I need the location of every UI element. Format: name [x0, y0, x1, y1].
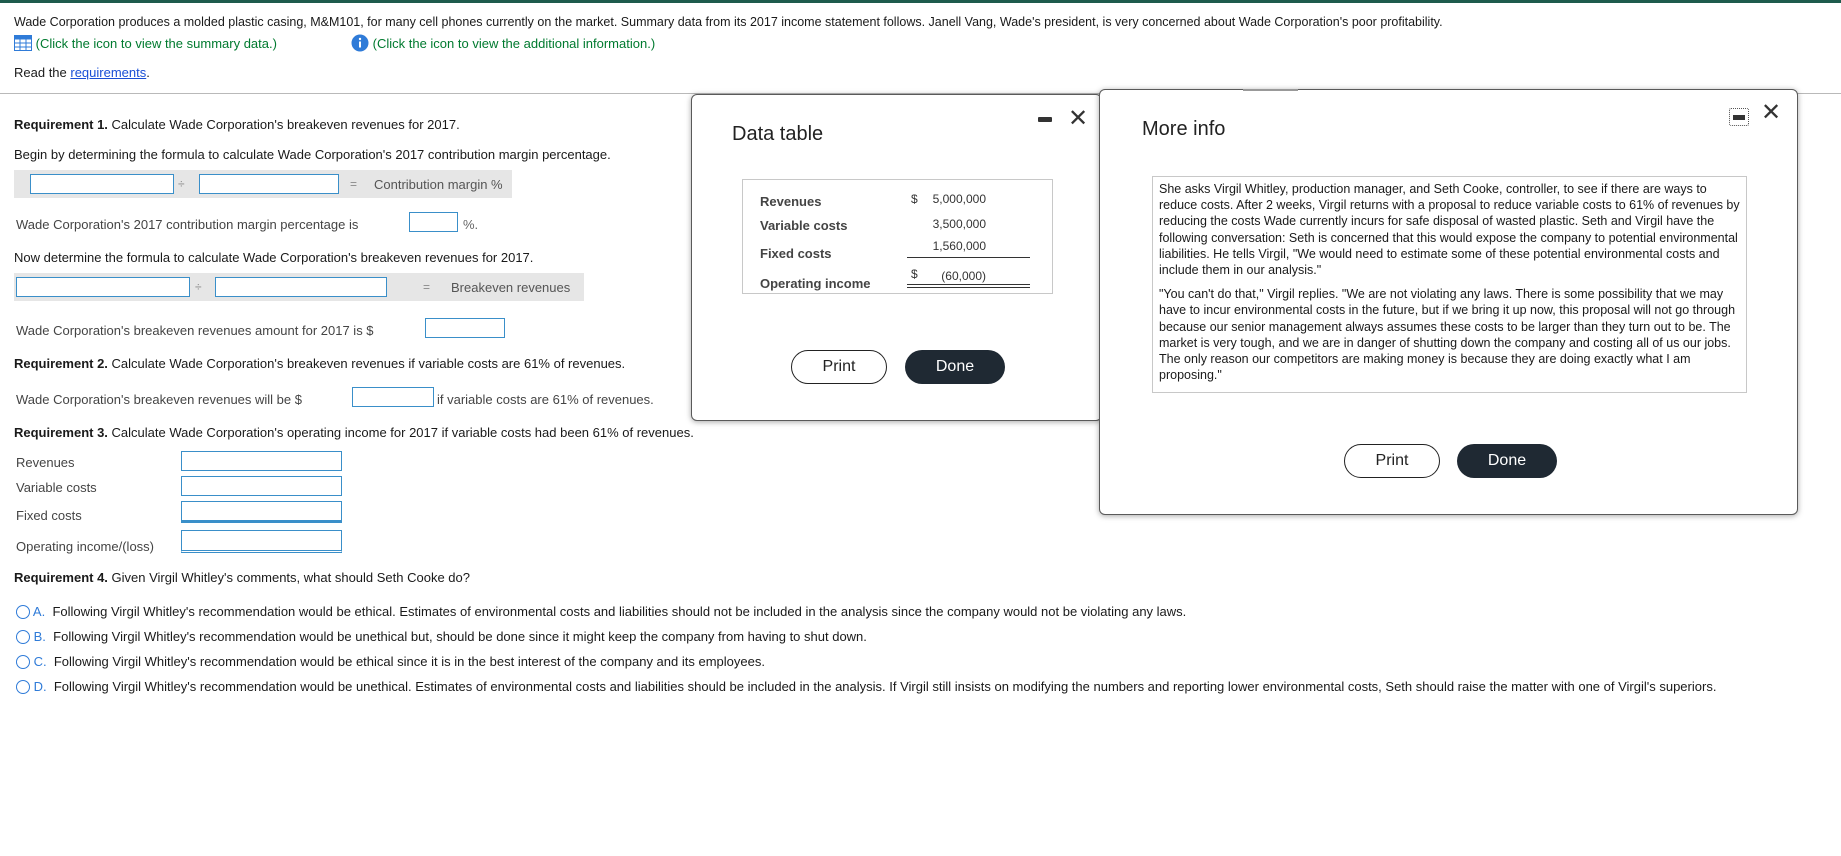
option-d-letter: D.: [33, 679, 47, 694]
data-table: [742, 179, 1053, 294]
req3-heading: [14, 425, 694, 440]
table-icon: [14, 35, 32, 51]
drag-handle[interactable]: [1243, 89, 1298, 91]
req4-text: Given Virgil Whitley's comments, what should Seth Cooke do?: [107, 570, 470, 585]
subtotal-rule: [907, 257, 1030, 258]
dt-label-revenues: Revenues: [760, 194, 822, 209]
option-b-text: Following Virgil Whitley's recommendation would be unethical but, should be done since it might keep the company from having to shut down.: [53, 629, 867, 644]
read-requirements-line: [14, 65, 150, 80]
cm-percentage-input[interactable]: [409, 212, 458, 232]
percent-sign: %.: [463, 217, 479, 232]
dt-label-fixed-costs: Fixed costs: [760, 246, 832, 261]
req1-label: Requirement 1.: [14, 117, 108, 132]
req3-row-revenues-label: Revenues: [16, 455, 75, 470]
be-result-label: Breakeven revenues: [451, 280, 571, 295]
req3-fixed-input[interactable]: [181, 501, 342, 523]
cm-result-label: Contribution margin %: [374, 177, 503, 192]
read-prefix: Read the: [14, 65, 71, 80]
req3-row-opinc-label: Operating income/(loss): [16, 539, 154, 554]
data-table-modal: [691, 94, 1102, 421]
req2-label: Requirement 2.: [14, 356, 108, 371]
dt-value-revenues: 5,000,000: [932, 192, 986, 206]
option-c-text: Following Virgil Whitley's recommendation would be ethical since it is in the best interest of the company and its employees.: [53, 654, 765, 669]
divide-sign-2: ÷: [195, 280, 202, 294]
req3-text: Calculate Wade Corporation's operating income for 2017 if variable costs had been 61% of revenues.: [107, 425, 694, 440]
more-info-modal: [1099, 89, 1798, 515]
radio-b[interactable]: [16, 630, 30, 644]
req2-breakeven-input[interactable]: [352, 387, 434, 407]
req2-sentence: Wade Corporation's breakeven revenues will be $: [16, 392, 302, 407]
additional-info-link-text: (Click the icon to view the additional information.): [372, 36, 656, 51]
more-info-paragraph-1: She asks Virgil Whitley, production manager, and Seth Cooke, controller, to see if there are ways to reduce costs. After 2 weeks, Virgil returns with a proposal to reduce variable costs to 61% of revenues by reducing the costs Wade currently incurs for safe disposal of wasted plastic. Seth and Virgil have the following conversation: Seth is concerned that this would expose the company to potential environmental liabilities. He tells Virgil, "We would need to estimate some of these potential environmental costs and include them in our analysis.": [1159, 182, 1740, 278]
req3-row-variable-label: Variable costs: [16, 480, 97, 495]
summary-data-link[interactable]: [14, 35, 277, 51]
close-icon[interactable]: ✕: [1068, 105, 1089, 132]
close-icon[interactable]: ✕: [1761, 99, 1782, 126]
equals-sign-2: =: [423, 280, 431, 294]
dt-currency-revenues: $: [911, 192, 918, 206]
radio-d[interactable]: [16, 680, 30, 694]
req1-step1: Begin by determining the formula to calculate Wade Corporation's 2017 contribution margin percentage.: [14, 147, 611, 162]
option-b-letter: B.: [33, 629, 46, 644]
data-table-done-button[interactable]: Done: [905, 350, 1005, 384]
intro-text: Wade Corporation produces a molded plastic casing, M&M101, for many cell phones currently on the market. Summary data from its 2017 income statement follows. Janell Vang, Wade's president, is very concerned about Wade Corporation's poor profitability.: [14, 15, 1443, 29]
info-icon: [351, 34, 369, 52]
req1-step2: Now determine the formula to calculate Wade Corporation's breakeven revenues for 2017.: [14, 250, 534, 265]
summary-data-link-text: (Click the icon to view the summary data.): [35, 36, 277, 51]
req3-opinc-input[interactable]: [181, 530, 342, 553]
req2-text: Calculate Wade Corporation's breakeven revenues if variable costs are 61% of revenues.: [107, 356, 626, 371]
option-a[interactable]: [16, 604, 1186, 619]
equals-sign: =: [350, 177, 358, 191]
option-a-text: Following Virgil Whitley's recommendation would be ethical. Estimates of environmental costs and liabilities should not be included in the analysis since the company would not be violating any laws.: [52, 604, 1187, 619]
cm-denominator-input[interactable]: [199, 174, 339, 194]
radio-a[interactable]: [16, 605, 30, 619]
req3-revenues-input[interactable]: [181, 451, 342, 471]
more-info-print-button[interactable]: Print: [1344, 444, 1440, 478]
option-c-letter: C.: [33, 654, 47, 669]
option-d-text: Following Virgil Whitley's recommendation would be unethical. Estimates of environmental costs and liabilities should be included in the analysis. If Virgil still insists on modifying the numbers and reporting lower environmental costs, Seth should raise the matter with one of Virgil's superiors.: [53, 679, 1717, 694]
total-double-rule: [907, 284, 1030, 288]
be-sentence: Wade Corporation's breakeven revenues amount for 2017 is $: [16, 323, 374, 338]
req3-label: Requirement 3.: [14, 425, 108, 440]
dt-label-variable-costs: Variable costs: [760, 218, 848, 233]
dt-value-fixed-costs: 1,560,000: [932, 239, 986, 253]
radio-c[interactable]: [16, 655, 30, 669]
be-amount-input[interactable]: [425, 318, 505, 338]
be-numerator-input[interactable]: [16, 277, 190, 297]
cm-sentence: Wade Corporation's 2017 contribution margin percentage is: [16, 217, 359, 232]
req3-variable-input[interactable]: [181, 476, 342, 496]
requirements-link[interactable]: requirements: [70, 65, 147, 80]
divide-sign: ÷: [178, 177, 185, 191]
option-a-letter: A.: [32, 604, 46, 619]
more-info-paragraph-2: "You can't do that," Virgil replies. "We are not violating any laws. There is some possibility that we may have to incur environmental costs in the future, but if we bring it up now, this proposal will not go through because our senior management always assumes these costs to be larger than they turn out to be. The market is very tough, and we are in danger of shutting down the company and costing all of us our jobs. The only reason our competitors are making money is because they are doing exactly what I am proposing.": [1159, 287, 1736, 383]
dt-value-operating-income: (60,000): [941, 269, 986, 283]
data-table-print-button[interactable]: Print: [791, 350, 887, 384]
dt-currency-operating-income: $: [911, 267, 918, 281]
req4-label: Requirement 4.: [14, 570, 108, 585]
req1-heading: [14, 117, 460, 132]
breakeven-formula-row: [14, 273, 584, 301]
dt-value-variable-costs: 3,500,000: [932, 217, 986, 231]
read-suffix: .: [146, 65, 150, 80]
req3-row-fixed-label: Fixed costs: [16, 508, 82, 523]
more-info-done-button[interactable]: Done: [1457, 444, 1557, 478]
req2-suffix: if variable costs are 61% of revenues.: [437, 392, 654, 407]
additional-info-link[interactable]: [351, 34, 655, 52]
minimize-icon[interactable]: [1729, 108, 1749, 126]
more-info-title: More info: [1142, 118, 1226, 140]
data-table-title: Data table: [732, 123, 824, 145]
option-d[interactable]: [16, 679, 1716, 694]
dt-label-operating-income: Operating income: [760, 276, 871, 291]
req4-heading: [14, 570, 470, 585]
minimize-icon[interactable]: [1038, 117, 1052, 122]
req2-heading: [14, 356, 625, 371]
option-b[interactable]: [16, 629, 867, 644]
cm-formula-row: [14, 170, 512, 198]
more-info-textbox: [1152, 176, 1747, 393]
be-denominator-input[interactable]: [215, 277, 387, 297]
top-accent-bar: [0, 0, 1841, 3]
option-c[interactable]: [16, 654, 765, 669]
cm-numerator-input[interactable]: [30, 174, 174, 194]
req1-text: Calculate Wade Corporation's breakeven revenues for 2017.: [107, 117, 460, 132]
